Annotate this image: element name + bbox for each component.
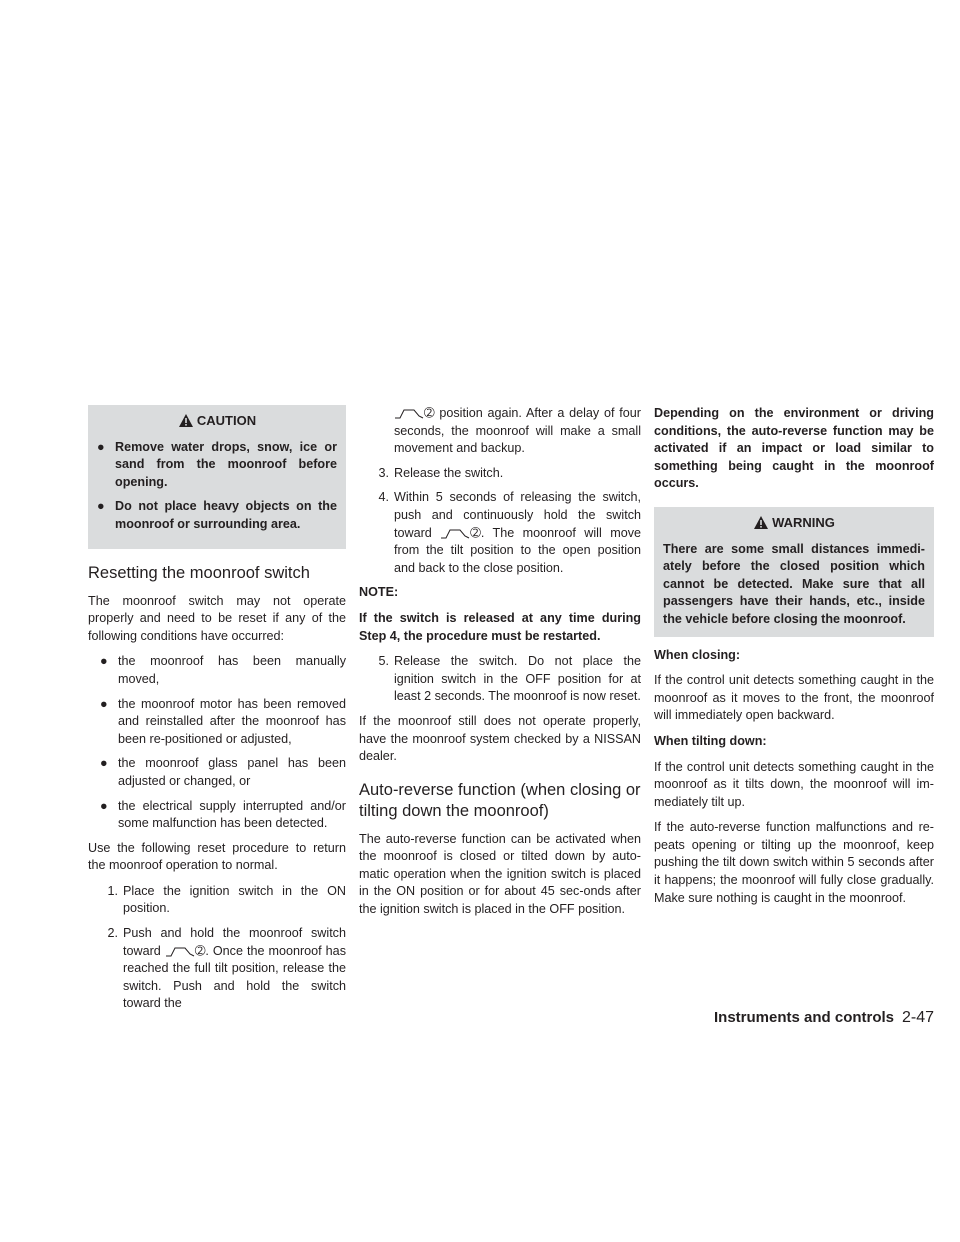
tilting-label: When tilting down: [654,733,767,748]
closing-text: If the control unit detects something caught in the moonroof as it moves to the front, the moonroof will immediately open backward. [654,673,934,723]
footer-section: Instruments and controls [714,1009,895,1026]
step-item: 3. Release the switch. [378,465,504,480]
bullet-icon: ● [100,798,108,813]
reset-lead: Use the following reset procedure to return the moonroof operation to normal. [88,840,346,873]
closing-label: When closing: [654,647,741,662]
note-label: NOTE: [359,585,399,600]
list-item: ● the moonroof motor has been removed and reinstalled after the moonroof has been re-positioned or adjusted, [88,696,346,749]
malfunction-text: If the auto-reverse function malfunctions and re-peats opening or tilting up the moonroof, keep pushing the tilt down switch within 5 seconds after it happens; the moonroof will fully close gradually. Make sure nothing is caught in the moonroof. [654,820,934,905]
list-item: ● the moonroof glass panel has been adjusted or changed, or [88,755,346,790]
caution-item: ● Do not place heavy objects on the moonroof or surrounding area. [97,498,337,533]
warning-title: WARNING [663,514,925,532]
car-icon [394,407,424,419]
step-item: 2. Push and hold the moonroof switch toward ➁. Once the moonroof has reached the full tilt position, release the switch. Push and hold the switch toward the [107,926,346,1011]
column-left [88,405,346,1020]
column-middle [359,405,641,927]
list-item: ● the moonroof has been manually moved, [88,653,346,688]
bullet-icon: ● [97,439,105,454]
caution-item: ● Remove water drops, snow, ice or sand from the moonroof before opening. [97,439,337,492]
auto-reverse-conditions: Depending on the environment or driving conditions, the auto-reverse function may be activated if an impact or load similar to something being caught in the moonroof occurs. [654,406,934,491]
car-icon [440,527,470,539]
warning-box [654,507,934,637]
conditions-list [88,653,346,832]
steps-list [88,883,346,1013]
section-heading-resetting: Resetting the moonroof switch [88,563,310,582]
bullet-icon: ● [100,696,108,711]
resetting-intro: The moonroof switch may not operate properly and need to be reset if any of the following conditions have occurred: [88,593,346,643]
circled-number: ➁ [194,943,206,958]
bullet-icon: ● [97,499,105,514]
car-icon [165,945,195,957]
bullet-icon: ● [100,756,108,771]
circled-number: ➁ [424,406,435,420]
steps-list-after-note [359,653,641,706]
bullet-icon: ● [100,654,108,669]
page-number: 2-47 [902,1009,935,1026]
warning-text: There are some small distances immedi-ately before the closed position which cannot be detected. Make sure that all passengers have their hands, etc., inside the vehicle before closing the moonroof. [663,541,925,626]
step-item: 4. Within 5 seconds of releasing the switch, push and continuously hold the switch toward ➁. The moonroof will move from the tilt position to the open position and back to the close position. [378,490,641,575]
column-right [654,405,934,915]
warning-triangle-icon [753,515,769,530]
caution-box [88,405,346,549]
step-item-continued: ➁ position again. After a delay of four seconds, the moonroof will make a small movement and backup. [394,406,642,456]
list-item: ● the electrical supply interrupted and/or some malfunction has been detected. [88,798,346,833]
caution-title: CAUTION [97,412,337,430]
auto-reverse-paragraph: The auto-reverse function can be activated when the moonroof is closed or tilted down by auto-matic operation when the ignition switch is placed in the ON position or for about 45 sec-onds after the ignition switch is placed in the OFF position. [359,831,641,917]
step-item: 1. Place the ignition switch in the ON position. [107,883,346,916]
section-heading-auto-reverse: Auto-reverse function (when closing or tilting down the moonroof) [359,780,641,820]
step-item: 5. Release the switch. Do not place the ignition switch in the OFF position for at least 2 seconds. The moonroof is now reset. [378,654,641,704]
circled-number: ➁ [470,525,481,540]
warning-triangle-icon [178,413,194,428]
dealer-paragraph: If the moonroof still does not operate properly, have the moonroof system checked by a NISSAN dealer. [359,713,641,764]
page-footer [714,1009,934,1027]
tilting-text: If the control unit detects something caught in the moonroof as it tilts down, the moonroof will im-mediately tilt up. [654,759,934,809]
steps-list-continued [359,405,641,577]
note-text: If the switch is released at any time during Step 4, the procedure must be restarted. [359,610,641,643]
